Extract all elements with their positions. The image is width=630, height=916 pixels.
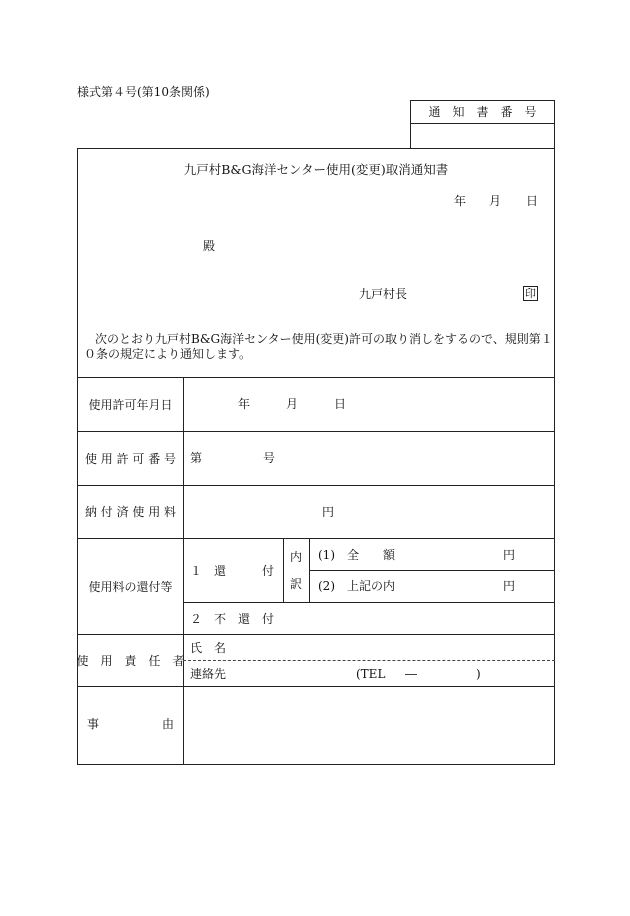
date-month: 月 (489, 194, 502, 208)
refund-option1: １ 還 付 (190, 564, 275, 578)
reason-label-right: 由 (162, 717, 175, 731)
responsible-name-label: 氏 名 (190, 641, 227, 655)
refund-option2: ２ 不 還 付 (190, 612, 275, 626)
permit-date-label: 使用許可年月日 (88, 397, 173, 412)
reason-field[interactable] (184, 687, 554, 764)
responsible-contact-label: 連絡先 (190, 667, 227, 681)
date-year: 年 (454, 194, 467, 208)
refund-item2-field[interactable] (310, 571, 554, 602)
reason-label-left: 事 (87, 717, 100, 731)
fee-paid-unit: 円 (322, 505, 335, 519)
form-label: 様式第４号(第10条関係) (77, 85, 210, 99)
tel-close: ) (476, 667, 481, 681)
addressee-suffix: 殿 (203, 239, 216, 253)
permit-date-field[interactable] (184, 378, 554, 430)
body-text-line1: 次のとおり九戸村B&G海洋センター使用(変更)許可の取り消しをするので、規則第１ (95, 332, 553, 346)
responsible-name-field[interactable] (240, 636, 554, 659)
permit-number-field[interactable] (184, 432, 554, 484)
refund-item1-label: (1) 全 額 (318, 548, 395, 562)
permit-date-day: 日 (334, 397, 347, 411)
tel-dash: ― (405, 667, 417, 681)
refund-item2-unit: 円 (503, 579, 516, 593)
permit-number-suffix: 号 (263, 451, 276, 465)
notice-number-header: 通 知 書 番 号 (428, 105, 537, 119)
seal-mark: 印 (525, 287, 536, 300)
fee-paid-label: 納 付 済 使 用 料 (84, 505, 177, 519)
fee-paid-field[interactable] (184, 486, 554, 537)
refund-item2-label: (2) 上記の内 (318, 579, 395, 593)
permit-number-label: 使 用 許 可 番 号 (84, 451, 177, 466)
body-text-line2: ０条の規定により通知します。 (84, 347, 252, 361)
refund-label: 使用料の還付等 (88, 579, 173, 594)
issuer-name: 九戸村長 (359, 287, 408, 301)
permit-date-year: 年 (238, 397, 251, 411)
form-title: 九戸村B&G海洋センター使用(変更)取消通知書 (183, 162, 449, 177)
breakdown-label-top: 内 (290, 550, 303, 564)
permit-number-prefix: 第 (190, 451, 203, 465)
refund-item1-unit: 円 (503, 548, 516, 562)
date-day: 日 (526, 194, 539, 208)
permit-date-month: 月 (286, 397, 299, 411)
refund-item1-field[interactable] (310, 539, 554, 570)
tel-open: (TEL (356, 667, 386, 681)
responsible-label: 使 用 責 任 者 (76, 653, 185, 668)
responsible-contact-field[interactable] (240, 662, 554, 685)
notice-number-field[interactable] (411, 124, 554, 148)
breakdown-label-bottom: 訳 (290, 577, 303, 591)
